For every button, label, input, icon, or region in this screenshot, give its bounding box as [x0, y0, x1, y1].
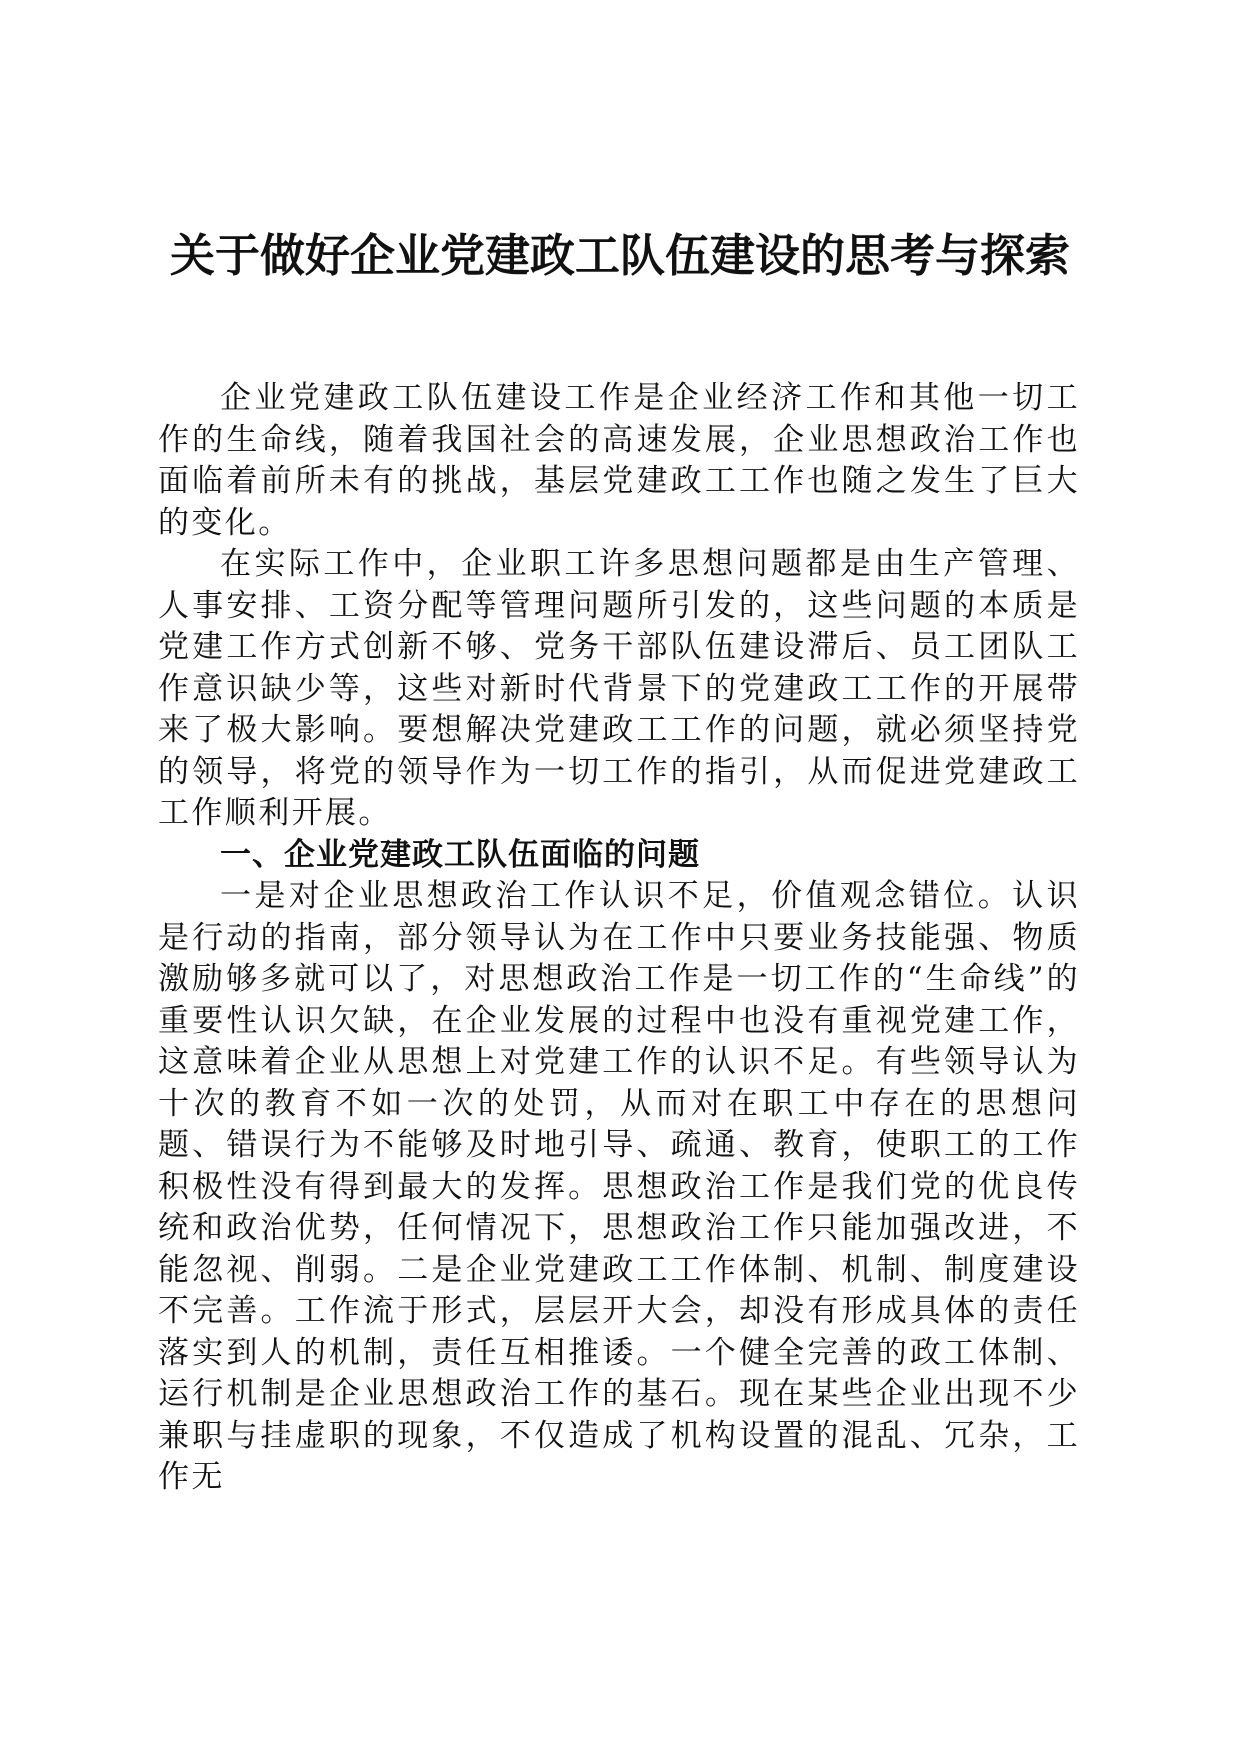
section-paragraph-1: 一是对企业思想政治工作认识不足，价值观念错位。认识是行动的指南，部分领导认为在工作中只要业务技能强、物质激励够多就可以了，对思想政治工作是一切工作的“生命线”的重要性认识欠缺，在企业发展的过程中也没有重视党建工作，这意味着企业从思想上对党建工作的认识不足。有些领导认为十次的教育不如一次的处罚，从而对在职工中存在的思想问题、错误行为不能够及时地引导、疏通、教育，使职工的工作积极性没有得到最大的发挥。思想政治工作是我们党的优良传统和政治优势，任何情况下，思想政治工作只能加强改进，不能忽视、削弱。二是企业党建政工工作体制、机制、制度建设不完善。工作流于形式，层层开大会，却没有形成具体的责任落实到人的机制，责任互相推诿。一个健全完善的政工体制、运行机制是企业思想政治工作的基石。现在某些企业出现不少兼职与挂虚职的现象，不仅造成了机构设置的混乱、冗杂，工作无 — [158, 878, 1080, 1495]
document-body — [158, 378, 1080, 1499]
intro-paragraph-2: 在实际工作中，企业职工许多思想问题都是由生产管理、人事安排、工资分配等管理问题所引发的，这些问题的本质是党建工作方式创新不够、党务干部队伍建设滞后、员工团队工作意识缺少等，这些对新时代背景下的党建政工工作的开展带来了极大影响。要想解决党建政工工作的问题，就必须坚持党的领导，将党的领导作为一切工作的指引，从而促进党建政工工作顺利开展。 — [158, 546, 1080, 831]
section-heading: 一、企业党建政工队伍面临的问题 — [220, 836, 700, 873]
document-title: 关于做好企业党建政工队伍建设的思考与探索 — [169, 229, 1070, 282]
intro-paragraph-1: 企业党建政工队伍建设工作是企业经济工作和其他一切工作的生命线，随着我国社会的高速发展，企业思想政治工作也面临着前所未有的挑战，基层党建政工工作也随之发生了巨大的变化。 — [158, 380, 1080, 541]
